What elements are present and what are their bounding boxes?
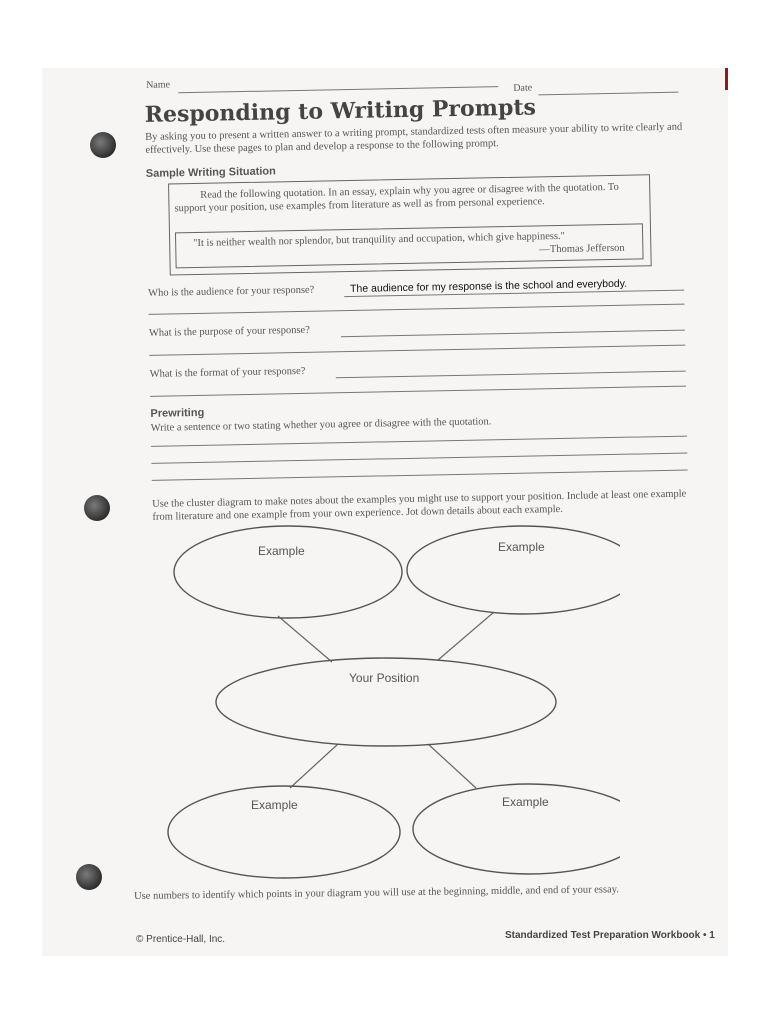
example-label-bottom-left: Example [251,798,298,812]
audience-question: Who is the audience for your response? [148,284,315,299]
workbook-footer: Standardized Test Preparation Workbook • 1 [505,930,715,941]
name-label: Name [146,79,171,91]
example-label-top-left: Example [258,544,305,558]
intro-text: By asking you to present a written answer to a writing prompt, standardized tests often measure your ability to write clearly and effectively. Use these pages to plan and develop a response to the following prompt. [145,121,683,156]
connector-bottom-left [290,744,338,788]
copyright-text: © Prentice-Hall, Inc. [136,934,226,945]
quote-text: "It is neither wealth nor splendor, but tranquility and occupation, which give happiness." [193,230,566,250]
prewriting-instruction: Write a sentence or two stating whether you agree or disagree with the quotation. [150,416,492,434]
binder-hole-middle [84,495,110,521]
binder-hole-bottom [76,864,102,890]
example-label-bottom-right: Example [502,795,549,809]
page-edge-mark [725,68,728,90]
audience-answer[interactable]: The audience for my response is the school and everybody. [349,277,628,296]
quote-attribution: —Thomas Jefferson [539,242,625,256]
sample-instructions: Read the following quotation. In an essay, explain why you agree or disagree with the quotation. To support your position, use examples from literature as well as from personal experience. [174,181,619,215]
connector-top-right [438,612,494,660]
date-label: Date [513,82,533,94]
page-title: Responding to Writing Prompts [144,94,537,128]
example-oval-top-left[interactable] [174,526,402,618]
connector-bottom-right [428,744,476,788]
purpose-question: What is the purpose of your response? [148,324,310,339]
sample-heading: Sample Writing Situation [145,165,276,180]
closing-instruction: Use numbers to identify which points in your diagram you will use at the beginning, middle, and end of your essay. [134,884,619,902]
cluster-diagram [160,522,620,882]
cluster-instruction: Use the cluster diagram to make notes about the examples you might use to support your position. Include at least one example from literature and one example from your own experience. Jot down details about each example. [152,488,687,523]
position-label: Your Position [349,671,420,685]
example-label-top-right: Example [498,540,545,554]
connector-top-left [278,616,332,662]
format-question: What is the format of your response? [149,365,306,380]
prewriting-heading: Prewriting [150,406,205,420]
binder-hole-top [90,132,116,158]
